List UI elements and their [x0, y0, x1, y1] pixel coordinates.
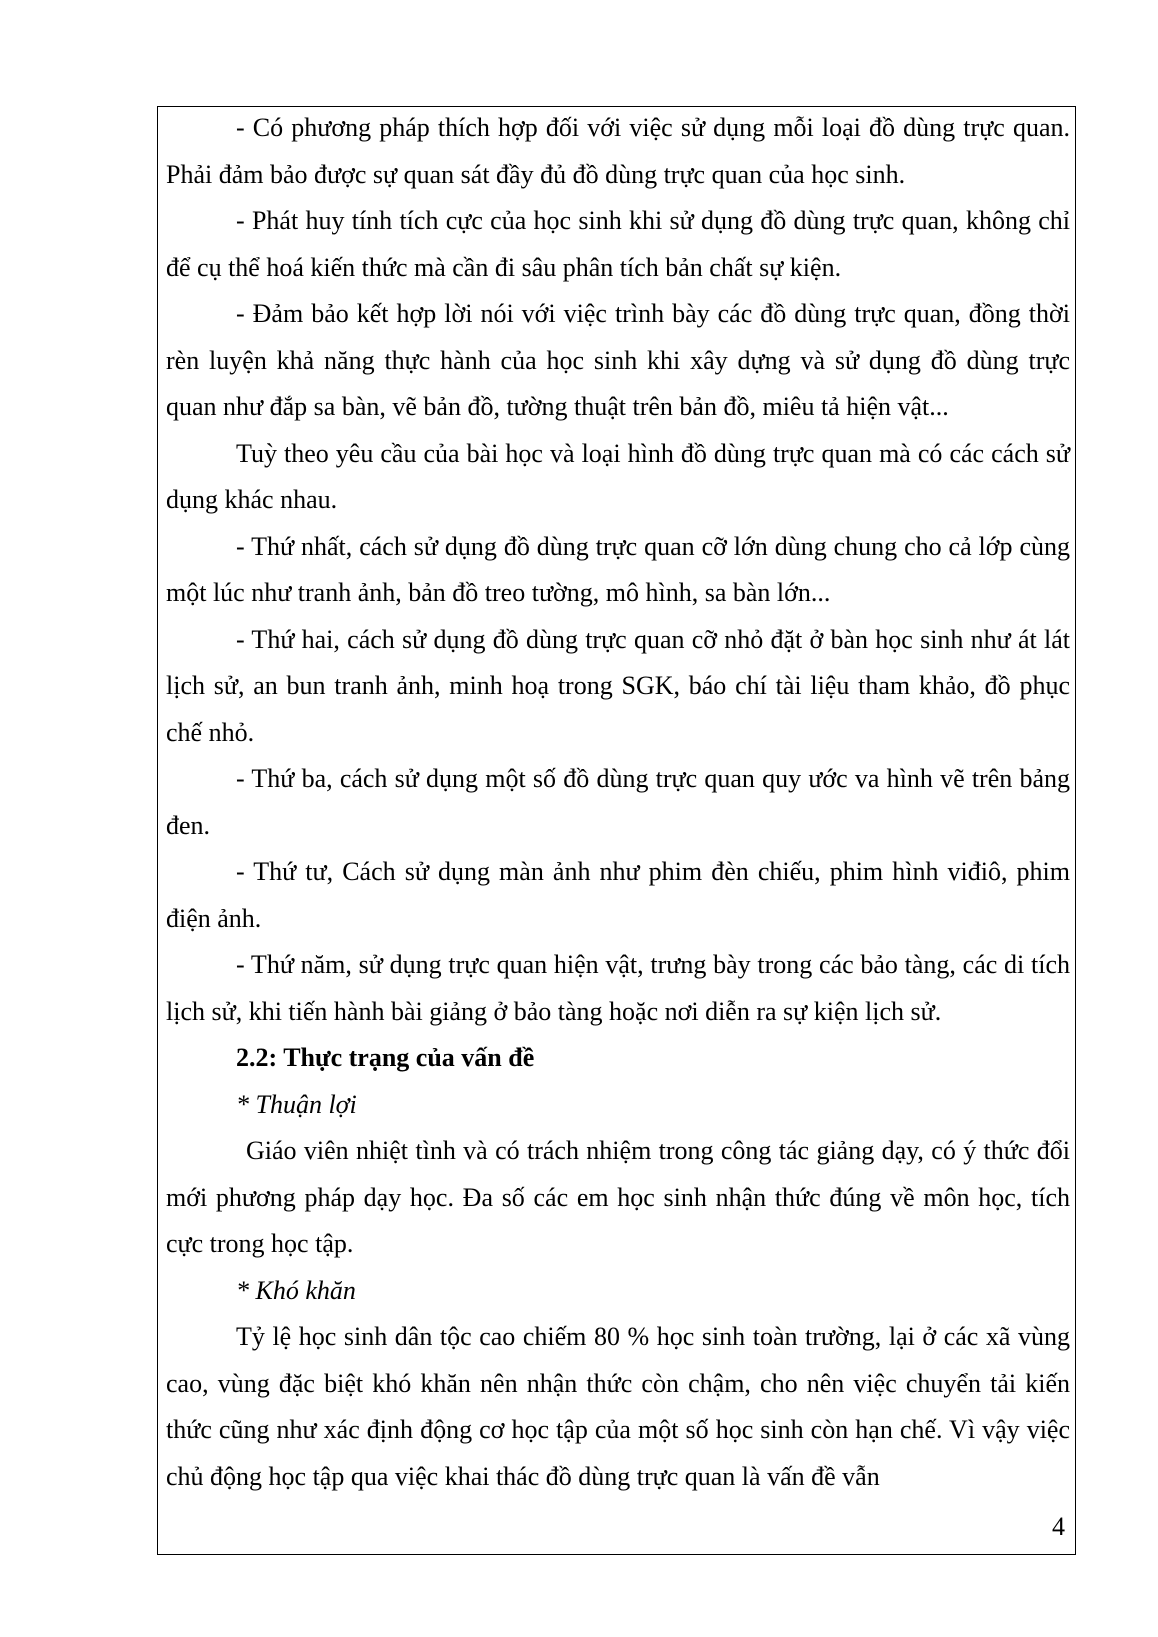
page-number: 4 [1052, 1512, 1065, 1541]
paragraph-advantage: Giáo viên nhiệt tình và có trách nhiệm trong công tác giảng dạy, có ý thức đổi mới phương pháp dạy học. Đa số các em học sinh nhận thức đúng về môn học, tích cực trong học tập. [166, 1136, 1070, 1258]
advantage-label: * Thuận lợi [236, 1089, 357, 1119]
paragraph-third-method: - Thứ ba, cách sử dụng một số đồ dùng trực quan quy ước va hình vẽ trên bảng đen. [166, 764, 1070, 840]
paragraph-second-method: - Thứ hai, cách sử dụng đồ dùng trực quan cỡ nhỏ đặt ở bàn học sinh như át lát lịch sử, an bun tranh ảnh, minh hoạ trong SGK, báo chí tài liệu tham khảo, đồ phục chế nhỏ. [166, 624, 1070, 747]
paragraph-speech-combination: - Đảm bảo kết hợp lời nói với việc trình bày các đồ dùng trực quan, đồng thời rèn luyện khả năng thực hành của học sinh khi xây dựng và sử dụng đồ dùng trực quan như đắp sa bàn, vẽ bản đồ, tường thuật trên bản đồ, miêu tả hiện vật... [166, 299, 1070, 421]
difficulty-label: * Khó khăn [236, 1275, 356, 1305]
section-heading: 2.2: Thực trạng của vấn đề [236, 1043, 535, 1072]
paragraph-first-method: - Thứ nhất, cách sử dụng đồ dùng trực quan cỡ lớn dùng chung cho cả lớp cùng một lúc như tranh ảnh, bản đồ treo tường, mô hình, sa bàn lớn... [166, 531, 1070, 607]
paragraph-activeness: - Phát huy tính tích cực của học sinh khi sử dụng đồ dùng trực quan, không chỉ để cụ thể hoá kiến thức mà cần đi sâu phân tích bản chất sự kiện. [166, 206, 1070, 282]
document-body [166, 105, 1070, 1500]
paragraph-usage-methods: Tuỳ theo yêu cầu của bài học và loại hình đồ dùng trực quan mà có các cách sử dụng khác nhau. [166, 438, 1070, 514]
paragraph-fourth-method: - Thứ tư, Cách sử dụng màn ảnh như phim đèn chiếu, phim hình viđiô, phim điện ảnh. [166, 857, 1070, 933]
paragraph-difficulty: Tỷ lệ học sinh dân tộc cao chiếm 80 % học sinh toàn trường, lại ở các xã vùng cao, vùng đặc biệt khó khăn nên nhận thức còn chậm, cho nên việc chuyển tải kiến thức cũng như xác định động cơ học tập của một số học sinh còn hạn chế. Vì vậy việc chủ động học tập qua việc khai thác đồ dùng trực quan là vấn đề vẫn [166, 1322, 1070, 1491]
paragraph-fifth-method: - Thứ năm, sử dụng trực quan hiện vật, trưng bày trong các bảo tàng, các di tích lịch sử, khi tiến hành bài giảng ở bảo tàng hoặc nơi diễn ra sự kiện lịch sử. [166, 950, 1070, 1026]
paragraph-method: - Có phương pháp thích hợp đối với việc sử dụng mỗi loại đồ dùng trực quan. Phải đảm bảo được sự quan sát đầy đủ đồ dùng trực quan của học sinh. [166, 113, 1070, 189]
